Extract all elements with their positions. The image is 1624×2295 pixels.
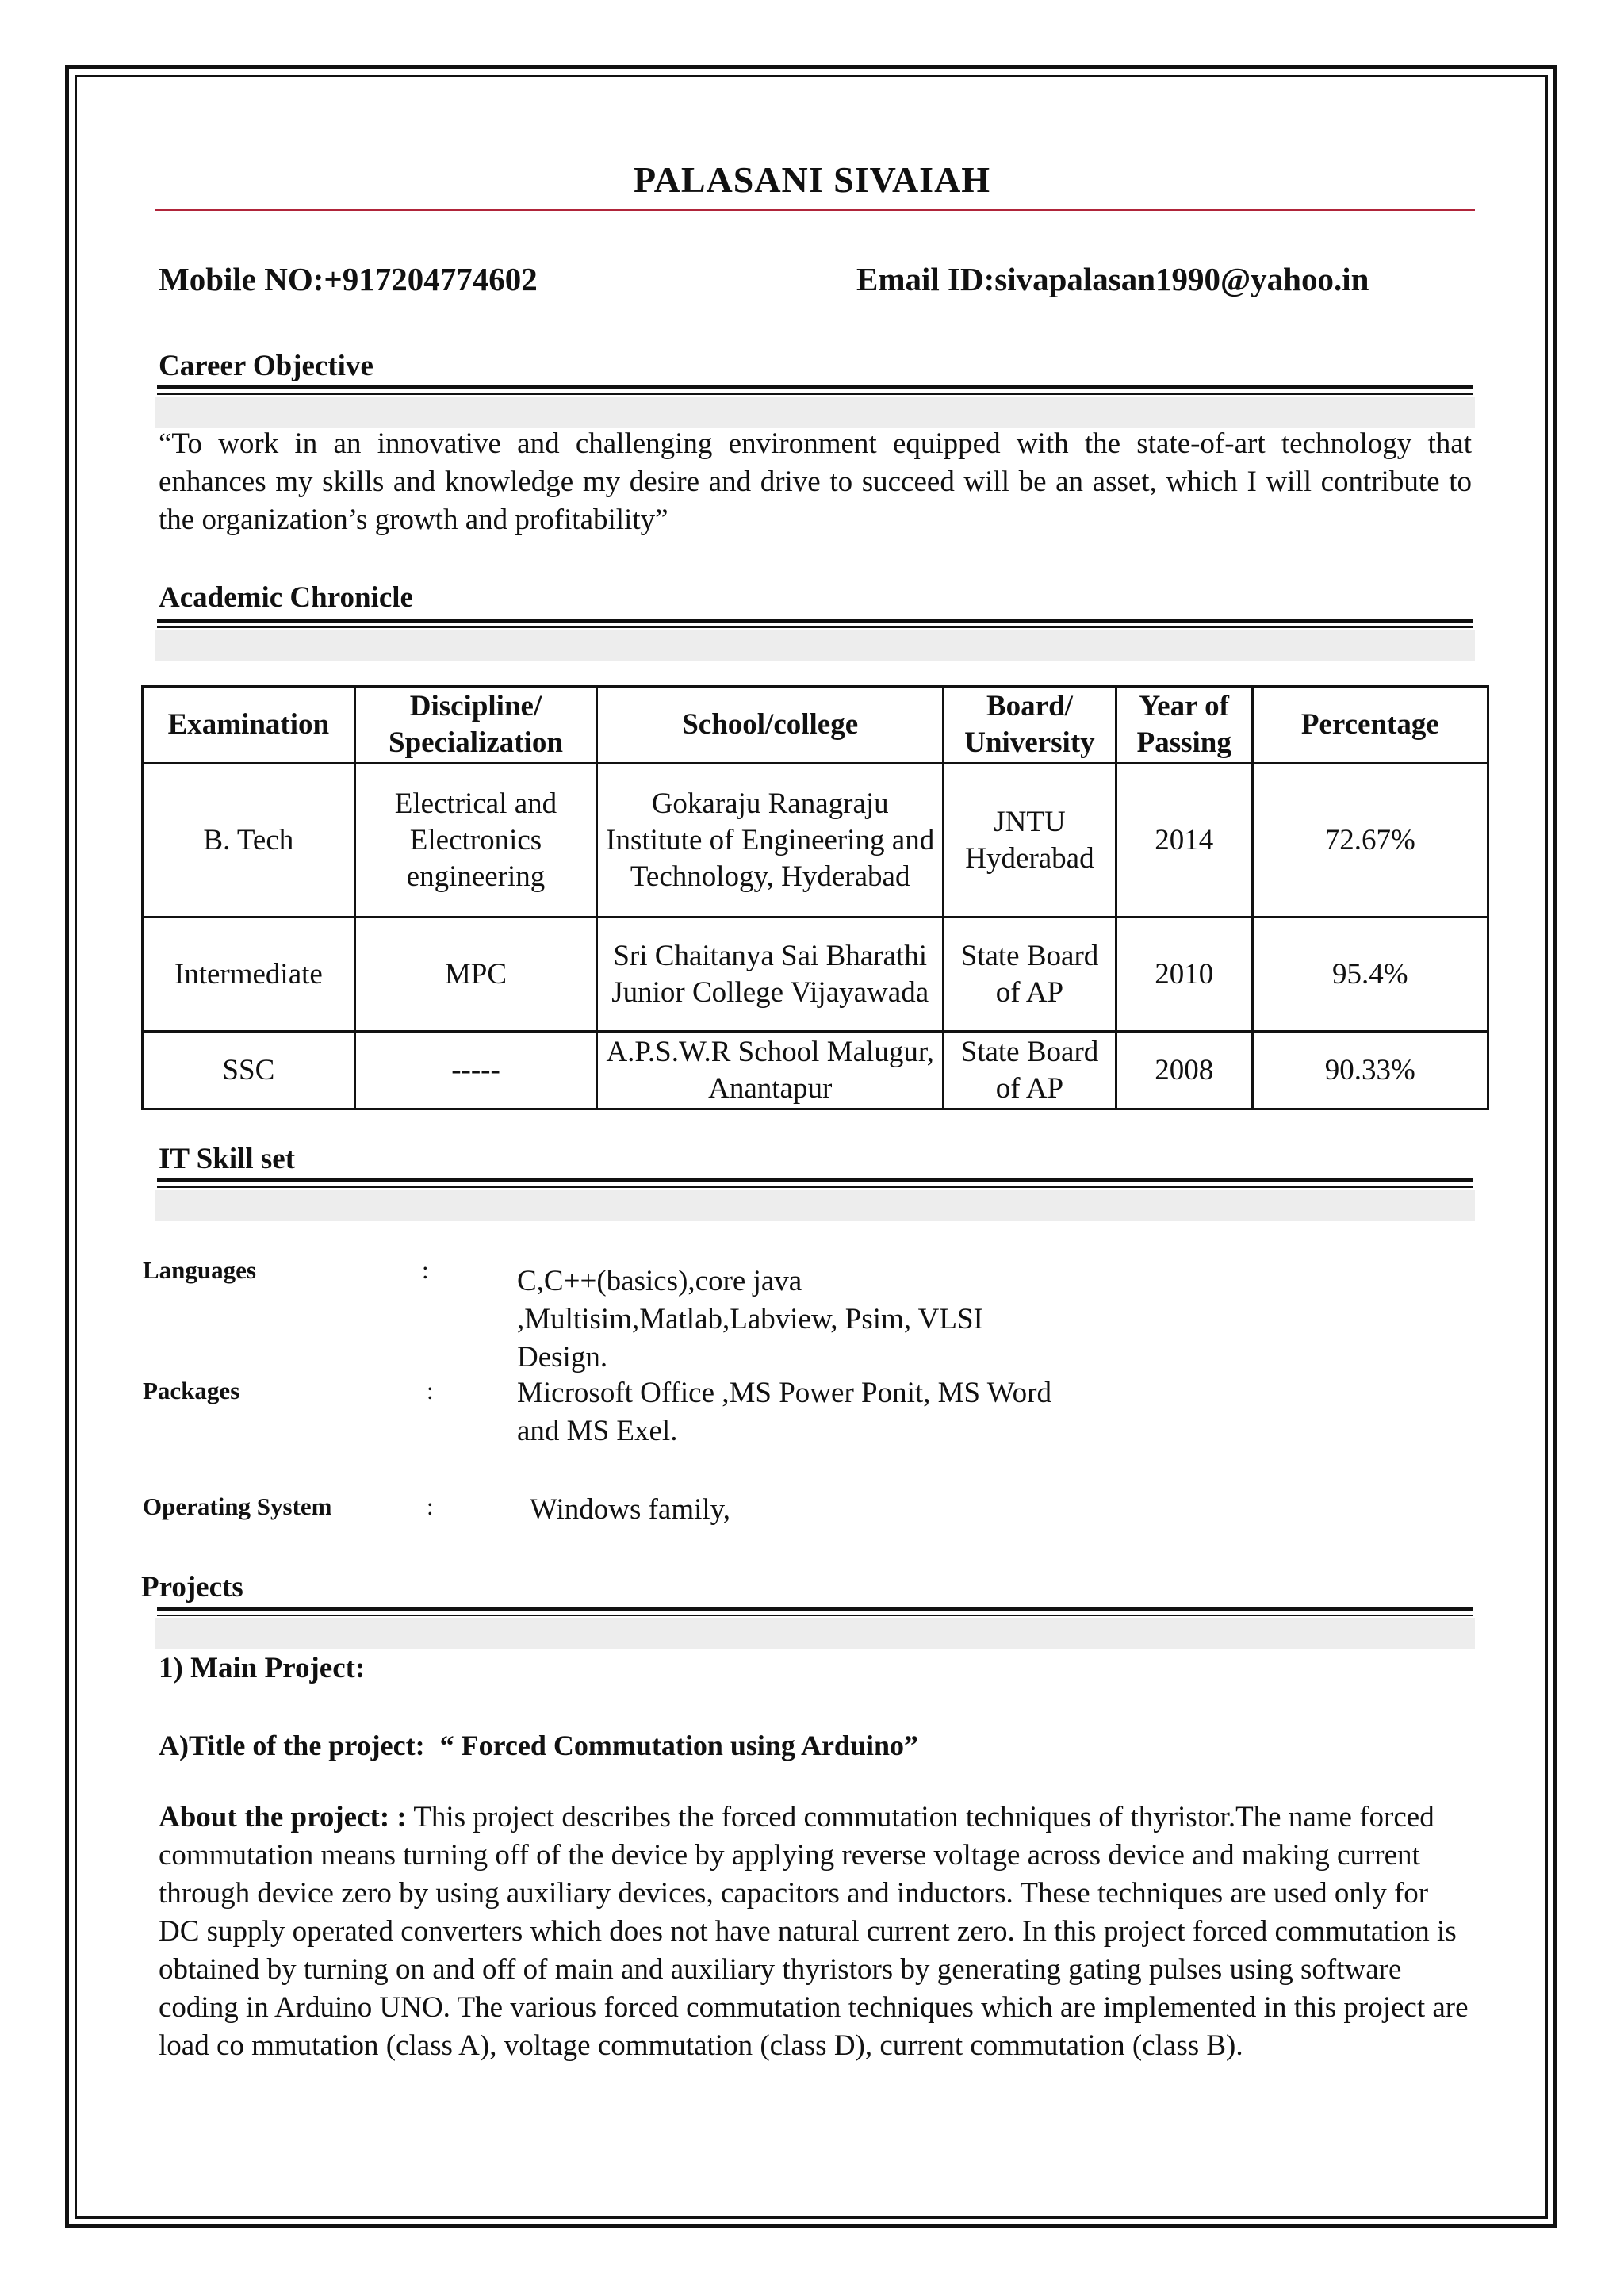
table-header: Board/ University — [944, 687, 1116, 764]
skill-value-packages: Microsoft Office ,MS Power Ponit, MS Word and MS Exel. — [517, 1377, 1051, 1447]
section-band — [155, 1618, 1475, 1649]
table-cell: B. Tech — [143, 764, 355, 918]
table-cell: 2008 — [1116, 1032, 1252, 1109]
table-cell: State Board of AP — [944, 918, 1116, 1032]
section-rule — [157, 1607, 1473, 1611]
project-title-label: A)Title of the project: — [159, 1730, 425, 1761]
table-header: Percentage — [1252, 687, 1488, 764]
main-project-heading: 1) Main Project: — [159, 1652, 366, 1684]
skill-colon: : — [427, 1492, 434, 1520]
table-cell: 90.33% — [1252, 1032, 1488, 1109]
project-title-line — [159, 1729, 918, 1762]
skill-label-packages: Packages — [143, 1377, 240, 1404]
table-header: Year of Passing — [1116, 687, 1252, 764]
projects-heading: Projects — [141, 1571, 243, 1603]
table-header: School/college — [597, 687, 944, 764]
section-rule — [157, 626, 1473, 628]
table-cell: Sri Chaitanya Sai Bharathi Junior College Vijayawada — [597, 918, 944, 1032]
table-cell: Electrical and Electronics engineering — [354, 764, 597, 918]
career-objective-text: “To work in an innovative and challenging environment equipped with the state-of-art technology that enhances my skills and knowledge my desire and drive to succeed will be an asset, which I will contribute to the organization’s growth and profitability” — [159, 427, 1472, 536]
section-rule — [157, 1615, 1473, 1616]
table-cell: SSC — [143, 1032, 355, 1109]
section-band — [155, 630, 1475, 661]
about-project-label: About the project: : — [159, 1801, 407, 1833]
skill-colon: : — [427, 1377, 434, 1404]
table-header: Examination — [143, 687, 355, 764]
table-cell: 2014 — [1116, 764, 1252, 918]
section-rule — [157, 393, 1473, 395]
email-address: Email ID:sivapalasan1990@yahoo.in — [856, 261, 1369, 297]
table-cell: Intermediate — [143, 918, 355, 1032]
it-skills-heading: IT Skill set — [159, 1143, 296, 1175]
table-cell: ----- — [354, 1032, 597, 1109]
table-header: Discipline/ Specialization — [354, 687, 597, 764]
section-rule — [157, 1178, 1473, 1182]
skill-value-languages: C,C++(basics),core java ,Multisim,Matlab,Labview, Psim, VLSI Design. — [517, 1265, 983, 1374]
table-cell: State Board of AP — [944, 1032, 1116, 1109]
project-description — [159, 1799, 1475, 2065]
section-rule — [157, 385, 1473, 389]
table-cell: 72.67% — [1252, 764, 1488, 918]
table-cell: 2010 — [1116, 918, 1252, 1032]
mobile-number: Mobile NO:+917204774602 — [159, 261, 538, 297]
table-cell: 95.4% — [1252, 918, 1488, 1032]
academic-table — [141, 685, 1489, 1110]
section-rule — [157, 619, 1473, 623]
table-row — [143, 918, 1488, 1032]
table-cell: MPC — [354, 918, 597, 1032]
candidate-name: PALASANI SIVAIAH — [633, 159, 991, 200]
name-underline — [155, 209, 1475, 211]
about-project-text: This project describes the forced commutation techniques of thyristor.The name forced commutation means turning off of the device by applying reverse voltage across device and making current through device zero by using auxiliary devices, capacitors and inductors. These techniques are used only for DC supply operated converters which does not have natural current zero. In this project forced commutation is obtained by turning on and off of main and auxiliary thyristors by generating gating pulses using software coding in Arduino UNO. The various forced commutation techniques which are implemented in this project are load co mmutation (class A), voltage commutation (class D), current commutation (class B). — [159, 1801, 1469, 2062]
table-cell: Gokaraju Ranagraju Institute of Engineering and Technology, Hyderabad — [597, 764, 944, 918]
project-title-value: “ Forced Commutation using Arduino” — [439, 1730, 918, 1761]
skill-colon: : — [422, 1256, 429, 1284]
table-cell: JNTU Hyderabad — [944, 764, 1116, 918]
career-objective-heading: Career Objective — [159, 350, 373, 382]
table-row — [143, 764, 1488, 918]
table-header-row — [143, 687, 1488, 764]
section-band — [155, 1190, 1475, 1221]
section-rule — [157, 1186, 1473, 1188]
skill-label-languages: Languages — [143, 1256, 256, 1284]
skill-label-operating-system: Operating System — [143, 1492, 332, 1520]
table-row — [143, 1032, 1488, 1109]
section-band — [155, 397, 1475, 428]
skill-value-operating-system: Windows family, — [530, 1493, 731, 1526]
table-cell: A.P.S.W.R School Malugur, Anantapur — [597, 1032, 944, 1109]
academic-heading: Academic Chronicle — [159, 581, 413, 614]
